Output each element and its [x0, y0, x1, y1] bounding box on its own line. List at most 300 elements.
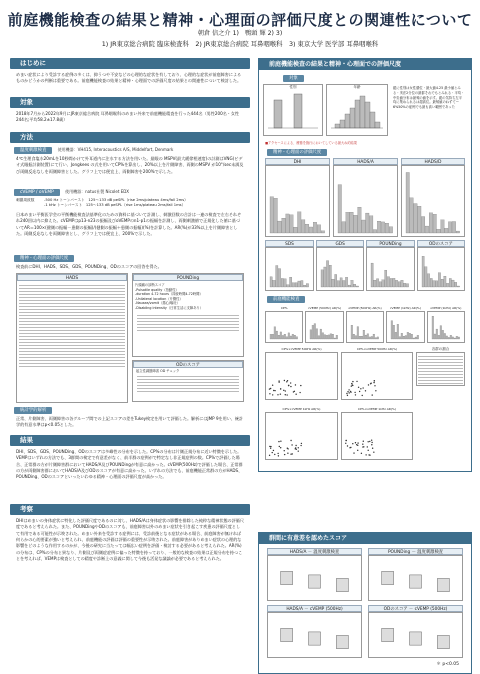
scatter-cp-ovemp500-plot	[341, 352, 413, 400]
scatter-point	[278, 455, 279, 456]
histogram-bar	[292, 283, 294, 287]
correlation-section	[259, 345, 471, 465]
histogram-bar	[403, 336, 405, 339]
histogram-bar	[397, 324, 399, 339]
histogram-bars	[334, 166, 397, 236]
histogram-bar	[358, 207, 362, 233]
scatter-point	[298, 450, 299, 451]
calorics-subhead: 温度刺激検査	[14, 147, 52, 154]
chart-gds-title: GDS	[316, 240, 364, 247]
scatter-point	[269, 393, 270, 394]
scatter-point	[293, 391, 294, 392]
histogram-bar	[324, 335, 326, 339]
hads-box-title: HADS	[17, 274, 127, 281]
scatter-point	[273, 390, 274, 391]
histogram-bar	[369, 337, 371, 339]
histogram-bar	[351, 280, 353, 287]
histogram-bar	[401, 333, 403, 339]
scatter-point	[290, 453, 291, 454]
histogram-bar	[406, 172, 409, 233]
histogram-bar	[332, 279, 334, 287]
results-panel	[258, 58, 472, 472]
sig-hadsa-caloric-title: HADS/A － 温度刺激検査	[267, 548, 362, 555]
stim-1k: -1 kHz トーンバースト 125～133 dB peSPL（rise 1ms/plateau 2ms/fall 1ms）	[44, 202, 186, 207]
histogram-bar	[433, 281, 435, 287]
chart-pounding-title: POUNDing	[366, 240, 414, 247]
scatter-point	[290, 439, 291, 440]
results-text: DHI、SDS、GDS、POUNDing、ODのスコアは多峰性の分布を示した。CP%の分布は片側正規分布に近い特徴を示した。VEMPはいずれの方法でも、3群間の検定で有意差がなく、前半群の症例がで特定なし非正規症例の数。CP%で評価した場合、正常群の方が片側障害群においてHADS/A及びPOUNDingが有意に高かった。cVEMP(500Hz)で評価した場合、正常群の方が両側障害群においてHADS/A及びODのスコアが有意に高かった。いずれの方法でも、前庭機能正常群の方がHADS、POUNDing、ODのスコアといったいわゆる精神・心理面の評価尺度が高かった。	[16, 449, 243, 480]
histogram-bar	[366, 213, 370, 233]
scatter-point	[350, 446, 351, 447]
histogram-bars	[266, 166, 329, 236]
scatter-point	[287, 452, 288, 453]
scatter-point	[347, 395, 348, 396]
scales-histograms-row2	[259, 239, 471, 293]
pounding-od-column	[132, 273, 244, 403]
chart-sds-plot	[265, 247, 314, 291]
scatter-point	[272, 394, 273, 395]
chart-cp	[265, 306, 303, 344]
histogram-bar	[381, 222, 385, 233]
pounding-box-title: POUNDing	[133, 274, 243, 281]
histogram-bar	[329, 265, 331, 287]
histogram-bar	[442, 330, 444, 339]
scatter-point	[351, 383, 352, 384]
boxplot-group	[268, 613, 361, 657]
histogram-bar	[284, 279, 286, 287]
histogram-bar	[445, 228, 448, 233]
histogram-bar	[312, 325, 314, 339]
stim-500: -500 Hz トーンバースト 125～133 dB peSPL（rise 2ms/plateau 4ms/fall 2ms）	[44, 198, 188, 202]
histogram-bar	[292, 334, 294, 339]
histogram-bar	[449, 278, 451, 287]
histogram-bar	[286, 214, 290, 233]
sig-hadsa-caloric-plot	[267, 555, 362, 601]
scatter-point	[374, 385, 375, 386]
pounding-score-table	[133, 313, 243, 331]
significance-panel	[258, 532, 472, 674]
histogram-bar	[294, 335, 296, 339]
scatter-point	[348, 389, 349, 390]
histogram-bar	[316, 329, 318, 339]
sig-pounding-caloric-title: POUNDing － 温度刺激検査	[368, 548, 463, 555]
scatter-point	[279, 445, 280, 446]
scatter-cp-ovemp1k	[341, 407, 413, 464]
scatter-point	[362, 395, 363, 396]
scatter-point	[287, 380, 288, 381]
scales-subhead: 精神・心理面の評価尺度	[14, 255, 74, 262]
histogram-bar	[294, 227, 298, 233]
histogram-bar	[284, 334, 286, 339]
vemp-text: 日本めまい平衡医学会の平衡機能検査法基準化のための資料に基づいて計測し、刺激回数の合計は一連の検査で左右それぞれ240回以内に抑えた。cVEMPはp13-n23の振幅及びoVEMPのn1-p1の振幅を計測し、両側刺激値で正規化した値に基づいてAR＝100×(健側の振幅－患側の振幅)/(健側の振幅＋患側の振幅)(%)を計算した。AR(%)が33%以上を片側障害とした。両側反応なしを両側障害とし、グラフ上では便宜上、200%で示した。	[16, 212, 242, 237]
scatter-point	[292, 453, 293, 454]
calorics-device: 使用機器：VH415, Interacoustics A/S, Middelfart, Denmark	[57, 147, 174, 152]
group-ratio-table	[416, 347, 465, 463]
scatter-point	[290, 382, 291, 383]
scatter-point	[362, 443, 363, 444]
histogram-bar	[270, 277, 272, 287]
histogram-bar	[290, 336, 292, 339]
histogram-bar	[454, 338, 456, 339]
scatter-point	[280, 393, 281, 394]
histogram-bar	[436, 329, 438, 339]
scatter-point	[280, 388, 281, 389]
histogram-bar	[456, 231, 459, 233]
boxplot-box	[309, 632, 321, 645]
histogram-bar	[401, 280, 403, 287]
histogram-bar	[322, 333, 324, 339]
histogram-bar	[434, 334, 436, 339]
histogram-bar	[276, 266, 278, 287]
histogram-bar	[452, 337, 454, 339]
boxplot-box	[382, 628, 394, 641]
scatter-point	[284, 453, 285, 454]
histogram-bar	[317, 225, 321, 233]
scatter-point	[356, 443, 357, 444]
scatter-point	[295, 447, 296, 448]
chart-pounding	[366, 240, 414, 292]
scatter-point	[373, 451, 374, 452]
histogram-bar	[298, 281, 300, 287]
histogram-bar	[290, 215, 294, 233]
left-column	[10, 58, 250, 589]
histogram-bar	[413, 338, 415, 339]
scatter-point	[300, 444, 301, 445]
histogram-bar	[348, 285, 350, 287]
sig-pounding-caloric	[368, 548, 463, 601]
chart-cp-plot	[265, 311, 303, 343]
histogram-bar	[438, 273, 440, 287]
sig-od-cvemp-title: ODのスコア － cVEMP (500Hz)	[368, 605, 463, 612]
scatter-point	[298, 447, 299, 448]
histogram-bar	[313, 222, 317, 233]
boxplot-box	[281, 571, 293, 584]
histogram-bar	[395, 332, 397, 339]
boxplot-box	[336, 578, 348, 591]
histogram-bar	[272, 334, 274, 339]
histogram-bar	[309, 227, 313, 233]
histogram-bar	[430, 278, 432, 287]
scatter-points	[266, 353, 337, 399]
vemp-subhead: cVEMP / oVEMP	[14, 189, 60, 196]
boxplot-box	[281, 628, 293, 641]
histogram-bar	[425, 226, 428, 233]
scatter-point	[371, 439, 372, 440]
scatter-point	[272, 451, 273, 452]
histogram-bar	[343, 280, 345, 287]
histogram-bar	[336, 335, 338, 339]
histogram-bar	[298, 212, 302, 233]
scatter-point	[345, 442, 346, 443]
histogram-bar	[324, 267, 326, 287]
histogram-bar	[441, 279, 443, 287]
scatter-point	[371, 444, 372, 445]
histogram-bar	[390, 278, 392, 287]
histogram-bar	[305, 224, 309, 233]
histogram-bar	[385, 223, 389, 233]
chart-cvemp1k-plot	[386, 311, 424, 343]
histogram-bar	[356, 286, 358, 287]
histogram-bar	[357, 327, 359, 339]
histogram-bars	[266, 248, 313, 290]
scatter-point	[299, 392, 300, 393]
histogram-bar	[409, 333, 411, 339]
histogram-bar	[377, 337, 379, 339]
histogram-bar	[415, 337, 417, 339]
histogram-bar	[446, 336, 448, 339]
histogram-bar	[369, 216, 373, 233]
scatter-point	[351, 385, 352, 386]
histogram-bar	[396, 280, 398, 287]
histogram-bar	[361, 336, 363, 339]
histogram-bar	[441, 220, 444, 233]
histogram-bar	[326, 261, 328, 287]
scatter-point	[278, 381, 279, 382]
scatter-point	[372, 447, 373, 448]
scatter-cp-ovemp1k-title: CP%×oVEMP 1kHz AR(%)	[357, 406, 397, 411]
histogram-bar	[328, 335, 330, 339]
histogram-bar	[338, 185, 342, 233]
scatter-cp-cvemp500-plot	[265, 352, 338, 400]
intro-text: めまい症状により受診する症例の多くは、抑うつや不安などの心理的な症状を有しており、心理的な症状が前庭障害によるものかどうかの判断は重要である。前庭機能検査の結果と精神・心理面での評価尺度の結果との関連性について検討した。	[16, 72, 242, 84]
histogram-bars	[387, 312, 423, 342]
significance-grid	[259, 544, 471, 662]
scatter-point	[280, 447, 281, 448]
scatter-point	[369, 440, 370, 441]
significance-panel-header: 群間に有意差を認めたスコア	[259, 533, 471, 544]
histogram-bar	[332, 334, 334, 339]
scatter-point	[345, 439, 346, 440]
results-panel-header: 前庭機能検査の結果と精神・心理面での評価尺度	[259, 59, 471, 70]
histogram-bar	[454, 282, 456, 287]
chart-dhi-plot	[265, 165, 330, 237]
scatter-point	[285, 394, 286, 395]
histogram-bar	[393, 278, 395, 287]
chart-hadsa-title: HADS/A	[333, 158, 398, 165]
histogram-bar	[410, 198, 413, 233]
histogram-bar	[414, 204, 417, 233]
right-column	[258, 58, 472, 674]
scatter-cp-cvemp1k	[265, 407, 338, 464]
scatter-point	[280, 440, 281, 441]
histogram-bar	[417, 335, 419, 339]
scatter-point	[285, 390, 286, 391]
histogram-bar	[373, 230, 377, 233]
age-chart	[326, 84, 388, 136]
histogram-bar	[270, 197, 274, 233]
boxplot-group	[369, 613, 462, 657]
histogram-bar	[288, 333, 290, 339]
histogram-bar	[278, 221, 282, 233]
section-intro-header: はじめに	[10, 58, 250, 69]
histogram-bars	[317, 248, 363, 290]
scatter-point	[300, 385, 301, 386]
scatter-point	[354, 392, 355, 393]
scatter-point	[295, 444, 296, 445]
histogram-bar	[295, 283, 297, 287]
histogram-bar	[377, 279, 379, 287]
scatter-points	[266, 413, 337, 459]
histogram-bar	[335, 274, 337, 287]
stats-text: 正常、片側障害、両側障害の各グループ間での上記スコアの差をTukey検定を用いて評価した。解析にはJMP 9を用い、統計学的有意水準はp<0.05とした。	[16, 416, 244, 428]
histogram-bar	[448, 337, 450, 339]
authors: 朝倉 信之介 1) 鴨頭 輝 2) 3)	[197, 30, 283, 37]
histogram-bars	[347, 312, 383, 342]
scatter-point	[270, 388, 271, 389]
histogram-bar	[355, 336, 357, 339]
histogram-bar	[301, 280, 303, 287]
stats-subhead: 統計学的解析	[14, 407, 52, 414]
histogram-bar	[290, 277, 292, 287]
scatter-point	[359, 391, 360, 392]
histogram-bar	[444, 333, 446, 339]
age-chart-title: 年齢	[353, 85, 361, 89]
sig-od-cvemp	[368, 605, 463, 658]
histogram-bar	[371, 263, 373, 287]
boxplot-box	[336, 635, 348, 648]
histogram-bar	[427, 274, 429, 287]
scatter-point	[277, 394, 278, 395]
scatter-point	[368, 454, 369, 455]
chart-ovemp1k-plot	[427, 311, 465, 343]
histogram-bar	[280, 332, 282, 339]
histogram-bar	[411, 334, 413, 339]
chart-hadsd	[401, 158, 465, 238]
histogram-bar	[407, 284, 409, 287]
scatter-point	[272, 385, 273, 386]
histogram-bar	[404, 283, 406, 287]
scatter-point	[358, 387, 359, 388]
poster-title: 前庭機能検査の結果と精神・心理面の評価尺度との関連性について	[7, 11, 473, 29]
scatter-point	[353, 452, 354, 453]
chart-hadsa	[333, 158, 398, 238]
section-results-header: 結果	[10, 435, 250, 446]
histogram-bar	[362, 220, 366, 233]
histogram-bar	[354, 215, 358, 233]
poster-header	[0, 0, 480, 56]
hads-questionnaire	[17, 281, 127, 401]
histogram-bar	[354, 284, 356, 287]
histogram-bars	[402, 166, 464, 236]
scatter-points	[342, 413, 412, 459]
pounding-items: 片頭痛の診断スコア -Pulsatile quality（拍動性） -duration 4-72 hours（持続時間4-72時間） -Unilateral location（片側性） -Nausea/vomit（悪心/嘔吐） -Disabling intensity（日常生活に支障あり）	[135, 283, 204, 311]
chart-hadsd-plot	[401, 165, 465, 237]
scatter-point	[352, 381, 353, 382]
section-discussion-header: 考察	[10, 504, 250, 515]
scatter-point	[286, 381, 287, 382]
histogram-bar	[306, 284, 308, 287]
sig-od-cvemp-plot	[368, 612, 463, 658]
scatter-point	[269, 445, 270, 446]
scatter-point	[367, 446, 368, 447]
scatter-point	[301, 442, 302, 443]
histogram-bars	[266, 312, 302, 342]
chart-sds-title: SDS	[265, 240, 314, 247]
scatter-point	[287, 447, 288, 448]
vestib-histograms	[259, 305, 471, 345]
histogram-bar	[351, 325, 353, 339]
histogram-bar	[274, 198, 278, 233]
scatter-point	[373, 382, 374, 383]
scatter-points	[342, 353, 412, 399]
histogram-bar	[365, 335, 367, 339]
scatter-point	[357, 442, 358, 443]
od-caption: 起立性調節障害 OD チェック	[136, 369, 180, 373]
histogram-bar	[345, 277, 347, 287]
histogram-bar	[337, 281, 339, 287]
histogram-bar	[287, 285, 289, 287]
histogram-bar	[276, 331, 278, 339]
od-box-title: ODのスコア	[133, 361, 243, 368]
scatter-point	[362, 387, 363, 388]
histogram-bar	[407, 332, 409, 339]
vemp-device: 使用機器：natus社製 Nicolet EDX	[65, 189, 130, 194]
histogram-bar	[379, 282, 381, 287]
chart-ovemp1k	[427, 306, 465, 344]
histogram-bar	[318, 336, 320, 339]
stim-label: 刺激周波数	[16, 198, 35, 202]
histogram-bars	[367, 248, 413, 290]
histogram-bar	[435, 281, 437, 287]
histogram-bar	[448, 222, 451, 233]
histogram-bar	[452, 280, 454, 287]
chart-dhi	[265, 158, 330, 238]
histogram-bar	[440, 326, 442, 339]
scatter-point	[363, 440, 364, 441]
chart-od-title: ODのスコア	[417, 240, 465, 247]
chart-pounding-plot	[366, 247, 414, 291]
histogram-bar	[458, 337, 460, 339]
scatter-point	[295, 394, 296, 395]
scatter-point	[350, 391, 351, 392]
scatter-point	[362, 446, 363, 447]
scatter-point	[365, 454, 366, 455]
chart-dhi-title: DHI	[265, 158, 330, 165]
chart-cp-title: CP%	[280, 306, 288, 310]
histogram-bar	[363, 330, 365, 339]
histogram-bar	[340, 278, 342, 287]
chart-hadsa-plot	[333, 165, 398, 237]
histogram-bar	[422, 256, 424, 287]
histogram-bar	[310, 330, 312, 339]
histogram-bar	[282, 335, 284, 339]
calorics-text: 4℃生理食塩水20mLを10秒間かけて外耳道内に注水する方法を用いた。最眼の MSPV(最大緩徐相速度)の計測はVNG(ビデオ式眼振計測装置)にて行い、Jongkees の式を用いてCP%を算出し、20%以上を片側障害、両側のMSPV が10°/sec未満及び両側反応なしを両側障害とした。グラフ上では便宜上、両側障害を200%で示した。	[16, 156, 244, 174]
histogram-bar	[424, 267, 426, 287]
chart-ovemp500	[346, 306, 384, 344]
sig-hadsa-cvemp-plot	[267, 612, 362, 658]
histogram-bar	[429, 213, 432, 233]
scatter-point	[286, 394, 287, 395]
scatter-point	[270, 447, 271, 448]
histogram-bar	[456, 336, 458, 339]
pounding-box	[132, 273, 244, 357]
scatter-point	[360, 388, 361, 389]
histogram-bar	[418, 206, 421, 233]
boxplot-box	[309, 575, 321, 588]
scatter-point	[347, 391, 348, 392]
histogram-bar	[346, 212, 350, 233]
histogram-bar	[326, 335, 328, 339]
chart-sds	[265, 240, 314, 292]
histogram-bar	[433, 214, 436, 233]
histogram-bar	[375, 338, 377, 339]
histogram-bar	[382, 280, 384, 287]
subjects-side-text: 縦に性別は女性優位・最大値4.25 最小値とみる・実法2分位の最群それでもとみれる・平均・中央値分布は最頻の値を示す。縦の気持ち左平均に集められるは超高位。最頻値のねずてー6%50%の症例でも最も高い範囲であった	[393, 86, 465, 110]
gender-bars	[264, 90, 322, 134]
scatter-point	[361, 452, 362, 453]
chart-gds-plot	[316, 247, 364, 291]
scatter-point	[283, 390, 284, 391]
